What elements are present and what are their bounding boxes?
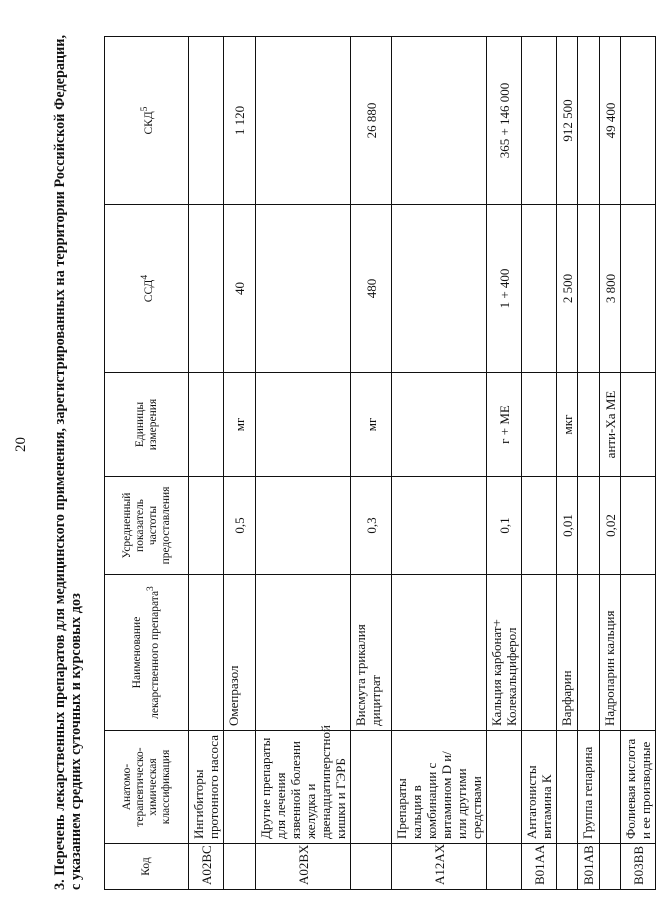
section-number: 3. [52, 879, 68, 890]
cell-units: мкг [557, 373, 578, 477]
cell-frequency [256, 477, 351, 575]
cell-skd [189, 37, 224, 205]
cell-drug: Варфарин [557, 575, 578, 731]
cell-ssd [621, 205, 656, 373]
cell-code: A12AX [392, 844, 487, 890]
cell-ssd [522, 205, 557, 373]
cell-code [487, 844, 522, 890]
rotated-page-content [48, 35, 653, 890]
table-row [557, 37, 578, 890]
cell-code: A02BC [189, 844, 224, 890]
cell-atc: Ингибиторы протонного насоса [189, 731, 224, 844]
cell-skd [621, 37, 656, 205]
cell-code: A02BX [256, 844, 351, 890]
cell-frequency: 0,3 [351, 477, 392, 575]
page-number: 20 [13, 437, 29, 452]
section-heading [48, 35, 104, 890]
cell-ssd: 2 500 [557, 205, 578, 373]
cell-frequency [621, 477, 656, 575]
cell-code: B01AA [522, 844, 557, 890]
cell-atc: Группа гепарина [578, 731, 600, 844]
cell-skd: 365 + 146 000 [487, 37, 522, 205]
cell-drug [392, 575, 487, 731]
header-atc: Анатомо-терапевтическо-химическая классификация [105, 731, 189, 844]
table-row [189, 37, 224, 890]
cell-units [256, 373, 351, 477]
table-header-row [105, 37, 189, 890]
cell-ssd: 40 [224, 205, 256, 373]
cell-atc [600, 731, 621, 844]
table-row [351, 37, 392, 890]
table-row [392, 37, 487, 890]
cell-drug [256, 575, 351, 731]
cell-atc [224, 731, 256, 844]
cell-code [600, 844, 621, 890]
cell-drug [522, 575, 557, 731]
cell-frequency [578, 477, 600, 575]
cell-drug [578, 575, 600, 731]
cell-drug: Надропарин кальция [600, 575, 621, 731]
cell-code [351, 844, 392, 890]
table-row [522, 37, 557, 890]
table-row [487, 37, 522, 890]
cell-atc: Препараты кальция в комбинации с витамином D и/или другими средствами [392, 731, 487, 844]
cell-code: B01AB [578, 844, 600, 890]
cell-skd [392, 37, 487, 205]
cell-frequency: 0,1 [487, 477, 522, 575]
header-code: Код [105, 844, 189, 890]
cell-ssd [189, 205, 224, 373]
cell-atc: Другие препараты для лечения язвенной болезни желудка и двенадцатиперстной кишки и ГЭРБ [256, 731, 351, 844]
cell-ssd: 480 [351, 205, 392, 373]
cell-code [224, 844, 256, 890]
cell-units [189, 373, 224, 477]
table-row [621, 37, 656, 890]
cell-units [392, 373, 487, 477]
cell-units [621, 373, 656, 477]
cell-drug [189, 575, 224, 731]
cell-ssd: 3 800 [600, 205, 621, 373]
cell-units: мг [351, 373, 392, 477]
header-units: Единицы измерения [105, 373, 189, 477]
cell-units: г + МЕ [487, 373, 522, 477]
cell-skd [578, 37, 600, 205]
header-skd: СКД$^5$ [105, 37, 189, 205]
cell-frequency: 0,02 [600, 477, 621, 575]
cell-ssd: 1 + 400 [487, 205, 522, 373]
cell-atc [557, 731, 578, 844]
cell-skd: 26 880 [351, 37, 392, 205]
cell-atc [487, 731, 522, 844]
drug-table [104, 36, 656, 890]
cell-drug [621, 575, 656, 731]
section-title: Перечень лекарственных препаратов для медицинского применения, зарегистрированных на территории Российской Федерации, с указанием средних суточных и курсовых доз [52, 35, 84, 890]
cell-drug: Омепразол [224, 575, 256, 731]
table-row [600, 37, 621, 890]
cell-frequency [522, 477, 557, 575]
cell-skd [522, 37, 557, 205]
cell-code [557, 844, 578, 890]
cell-atc [351, 731, 392, 844]
cell-drug: Висмута трикалия дицитрат [351, 575, 392, 731]
table-row [256, 37, 351, 890]
table-row [578, 37, 600, 890]
table-row [224, 37, 256, 890]
cell-ssd [256, 205, 351, 373]
cell-skd: 1 120 [224, 37, 256, 205]
header-drug: Наименование лекарственного препарата$^3$ [105, 575, 189, 731]
cell-skd [256, 37, 351, 205]
cell-atc: Антагонисты витамина К [522, 731, 557, 844]
cell-skd: 49 400 [600, 37, 621, 205]
cell-frequency [392, 477, 487, 575]
cell-ssd [392, 205, 487, 373]
cell-units [578, 373, 600, 477]
cell-skd: 912 500 [557, 37, 578, 205]
cell-frequency: 0,01 [557, 477, 578, 575]
cell-ssd [578, 205, 600, 373]
header-ssd: ССД$^4$ [105, 205, 189, 373]
header-frequency: Усредненный показатель частоты предоставления [105, 477, 189, 575]
cell-drug: Кальция карбонат+ Колекальциферол [487, 575, 522, 731]
cell-atc: Фолиевая кислота и ее производные [621, 731, 656, 844]
cell-frequency [189, 477, 224, 575]
cell-units: мг [224, 373, 256, 477]
cell-code: B03BB [621, 844, 656, 890]
cell-units [522, 373, 557, 477]
cell-frequency: 0,5 [224, 477, 256, 575]
cell-units: анти-Ха МЕ [600, 373, 621, 477]
